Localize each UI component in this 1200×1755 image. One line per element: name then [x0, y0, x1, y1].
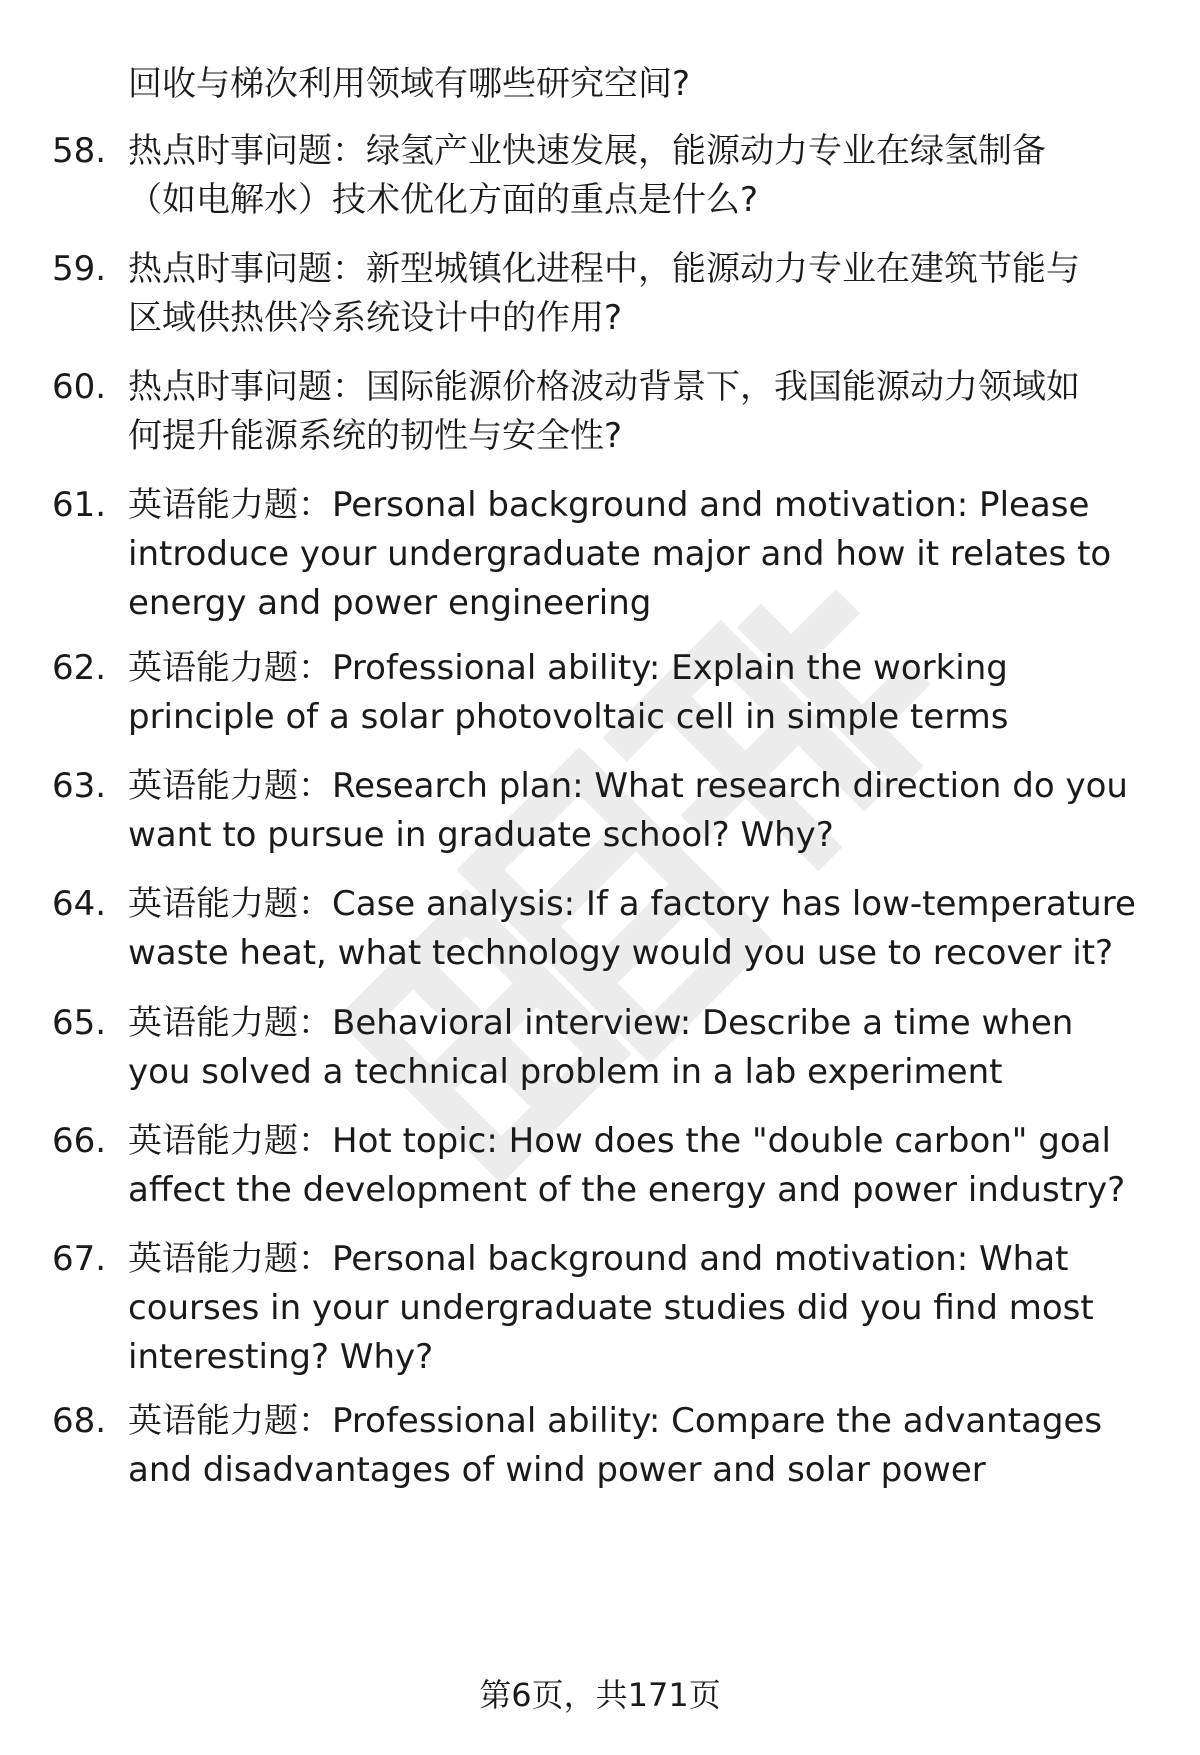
- question-line: courses in your undergraduate studies did you find most: [128, 1288, 1094, 1328]
- question-line: 英语能力题：Behavioral interview: Describe a time when: [128, 1003, 1074, 1043]
- question-number: 60.: [52, 367, 107, 407]
- question-text: [128, 1117, 1168, 1215]
- question-number: 66.: [52, 1121, 107, 1161]
- question-line: introduce your undergraduate major and how it relates to: [128, 534, 1112, 574]
- question-line: 英语能力题：Professional ability: Compare the advantages: [128, 1401, 1103, 1441]
- question-number: 61.: [52, 485, 107, 525]
- question-line: interesting? Why?: [128, 1337, 434, 1377]
- question-line: 热点时事问题：国际能源价格波动背景下，我国能源动力领域如: [128, 367, 1080, 407]
- question-line: 区域供热供冷系统设计中的作用?: [128, 298, 623, 338]
- question-line: affect the development of the energy and power industry?: [128, 1170, 1126, 1210]
- page-footer: 第6页，共171页: [479, 1676, 721, 1714]
- question-number: 59.: [52, 249, 107, 289]
- continuation-line: 回收与梯次利用领域有哪些研究空间?: [128, 64, 691, 104]
- question-line: principle of a solar photovoltaic cell in simple terms: [128, 697, 1009, 737]
- question-line: energy and power engineering: [128, 583, 652, 623]
- question-text: [128, 127, 1168, 225]
- question-text: [128, 762, 1168, 860]
- question-line: 热点时事问题：新型城镇化进程中，能源动力专业在建筑节能与: [128, 249, 1080, 289]
- question-text: [128, 1235, 1168, 1382]
- question-line: 英语能力题：Research plan: What research direction do you: [128, 766, 1128, 806]
- question-text: [128, 880, 1168, 978]
- question-number: 64.: [52, 884, 107, 924]
- question-line: 英语能力题：Case analysis: If a factory has low-temperature: [128, 884, 1136, 924]
- question-line: 何提升能源系统的韧性与安全性?: [128, 416, 623, 456]
- question-number: 63.: [52, 766, 107, 806]
- question-text: [128, 363, 1168, 461]
- question-line: waste heat, what technology would you use to recover it?: [128, 933, 1114, 973]
- question-number: 58.: [52, 131, 107, 171]
- question-line: 英语能力题：Professional ability: Explain the working: [128, 648, 1008, 688]
- question-text: [128, 481, 1168, 628]
- question-text: [128, 644, 1168, 742]
- question-line: you solved a technical problem in a lab experiment: [128, 1052, 1003, 1092]
- question-line: （如电解水）技术优化方面的重点是什么?: [128, 180, 759, 220]
- question-number: 65.: [52, 1003, 107, 1043]
- question-line: 英语能力题：Personal background and motivation: What: [128, 1239, 1069, 1279]
- question-line: 英语能力题：Hot topic: How does the "double carbon" goal: [128, 1121, 1111, 1161]
- question-line: 英语能力题：Personal background and motivation: Please: [128, 485, 1090, 525]
- question-number: 67.: [52, 1239, 107, 1279]
- question-text: [128, 999, 1168, 1097]
- question-line: and disadvantages of wind power and solar power: [128, 1450, 986, 1490]
- question-text: [128, 245, 1168, 343]
- question-line: 热点时事问题：绿氢产业快速发展，能源动力专业在绿氢制备: [128, 131, 1046, 171]
- question-line: want to pursue in graduate school? Why?: [128, 815, 834, 855]
- question-number: 68.: [52, 1401, 107, 1441]
- question-text: [128, 1397, 1168, 1495]
- question-number: 62.: [52, 648, 107, 688]
